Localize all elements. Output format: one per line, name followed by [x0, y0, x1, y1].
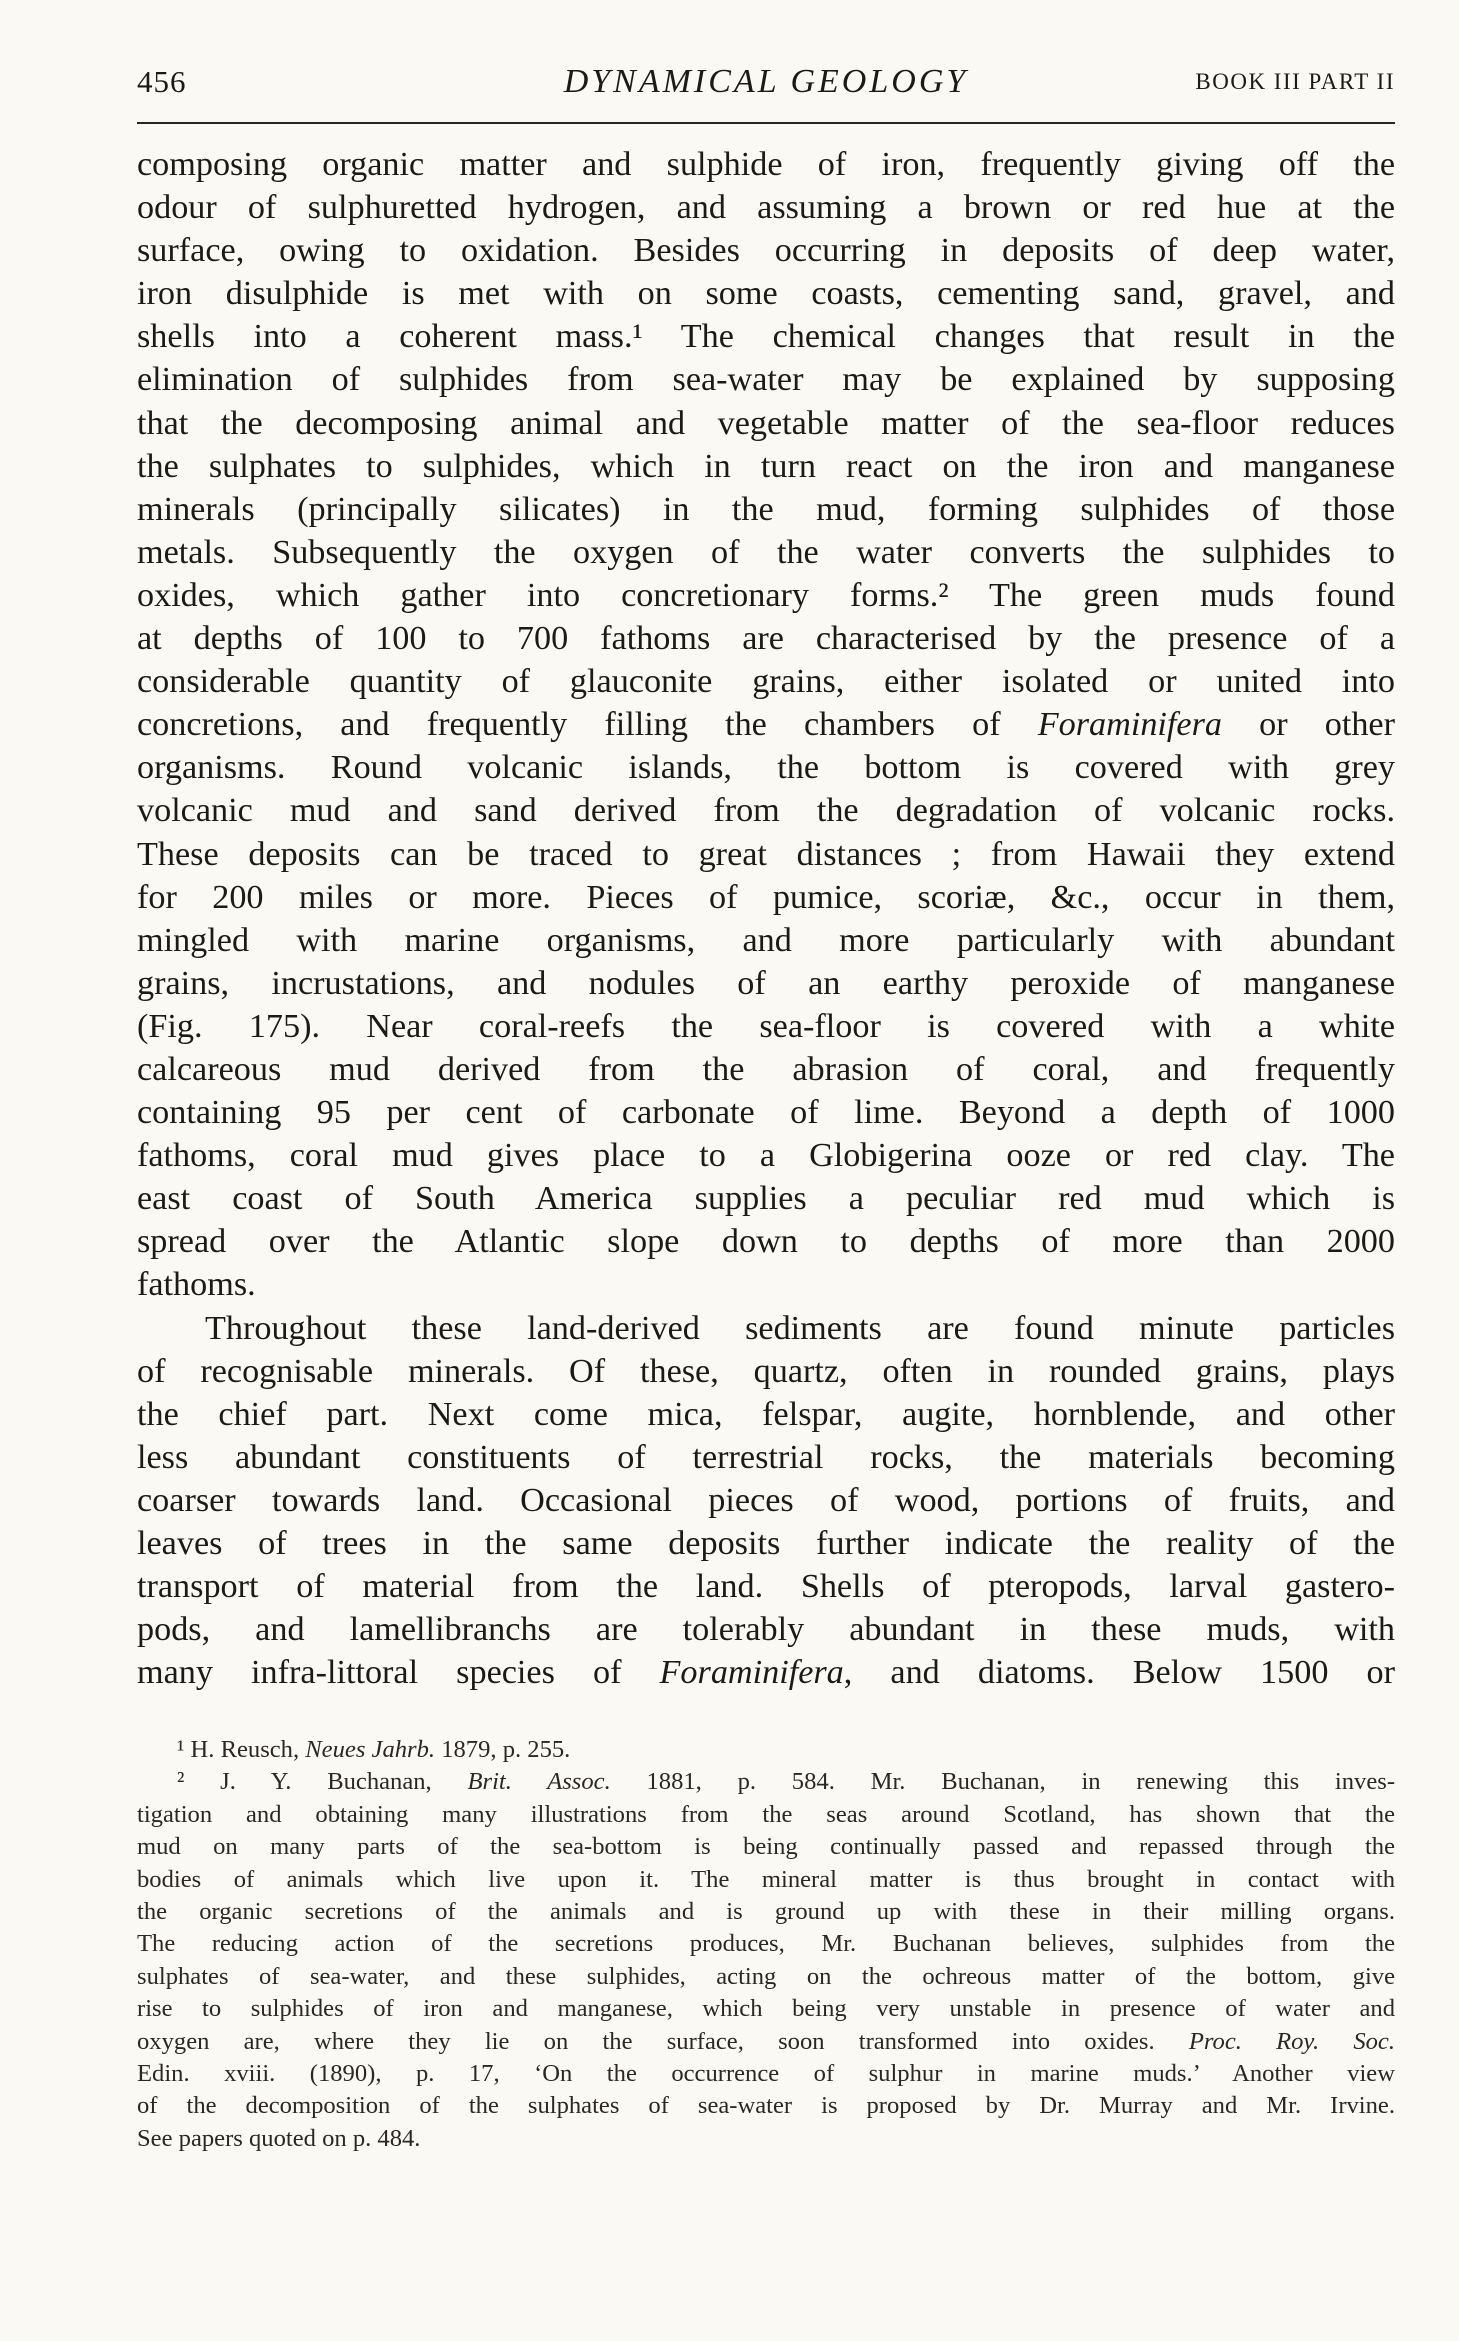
book-section: BOOK III PART II	[1195, 69, 1395, 94]
body-line: organisms. Round volcanic islands, the bottom is covered with grey	[137, 749, 1395, 787]
footnote-line: bodies of animals which live upon it. The mineral matter is thus brought in contact with	[137, 1865, 1395, 1893]
page-number: 456	[137, 64, 187, 99]
body-line: leaves of trees in the same deposits further indicate the reality of the	[137, 1525, 1395, 1562]
footnote-line: See papers quoted on p. 484.	[137, 2124, 421, 2152]
body-line: calcareous mud derived from the abrasion of coral, and frequently	[137, 1050, 1395, 1088]
footnote-line: tigation and obtaining many illustrations from the seas around Scotland, has shown that the	[137, 1800, 1395, 1828]
body-line: fathoms, coral mud gives place to a Globigerina ooze or red clay. The	[137, 1137, 1395, 1175]
body-line: concretions, and frequently filling the chambers of Foraminifera or other	[137, 706, 1395, 744]
body-line: metals. Subsequently the oxygen of the water converts the sulphides to	[137, 533, 1395, 571]
body-line: volcanic mud and sand derived from the degradation of volcanic rocks.	[137, 792, 1395, 830]
body-line: surface, owing to oxidation. Besides occurring in deposits of deep water,	[137, 232, 1395, 270]
footnote-line: the organic secretions of the animals and is ground up with these in their milling organs.	[137, 1898, 1395, 1926]
footnote-line: The reducing action of the secretions produces, Mr. Buchanan believes, sulphides from the	[137, 1930, 1395, 1958]
body-line: at depths of 100 to 700 fathoms are characterised by the presence of a	[137, 620, 1395, 658]
body-line: shells into a coherent mass.¹ The chemical changes that result in the	[137, 318, 1395, 356]
body-line: the sulphates to sulphides, which in turn react on the iron and manganese	[137, 447, 1395, 485]
footnote-line: ¹ H. Reusch, Neues Jahrb. 1879, p. 255.	[177, 1736, 571, 1763]
body-line: composing organic matter and sulphide of iron, frequently giving off the	[137, 146, 1395, 183]
footnote-line: oxygen are, where they lie on the surface, soon transformed into oxides. Proc. Roy. Soc.	[137, 2027, 1395, 2055]
body-line: less abundant constituents of terrestrial rocks, the materials becoming	[137, 1438, 1395, 1476]
footnotes	[137, 1734, 1395, 2155]
body-line: many infra-littoral species of Foraminifera, and diatoms. Below 1500 or	[137, 1654, 1395, 1692]
footnote-line: mud on many parts of the sea-bottom is being continually passed and repassed through the	[137, 1833, 1395, 1861]
body-line: considerable quantity of glauconite grains, either isolated or united into	[137, 663, 1395, 701]
body-line: for 200 miles or more. Pieces of pumice, scoriæ, &c., occur in them,	[137, 878, 1395, 916]
body-line: odour of sulphuretted hydrogen, and assuming a brown or red hue at the	[137, 189, 1395, 227]
body-line: containing 95 per cent of carbonate of lime. Beyond a depth of 1000	[137, 1094, 1395, 1132]
body-line: minerals (principally silicates) in the mud, forming sulphides of those	[137, 490, 1395, 528]
body-line: fathoms.	[137, 1266, 256, 1304]
footnote-line: rise to sulphides of iron and manganese, which being very unstable in presence of water and	[137, 1995, 1395, 2023]
running-header	[137, 58, 1395, 106]
body-line: (Fig. 175). Near coral-reefs the sea-floor is covered with a white	[137, 1007, 1395, 1045]
header-rule	[137, 122, 1395, 124]
body-line: elimination of sulphides from sea-water may be explained by supposing	[137, 361, 1395, 399]
body-line: grains, incrustations, and nodules of an earthy peroxide of manganese	[137, 964, 1395, 1002]
footnote-line: Edin. xviii. (1890), p. 17, ‘On the occurrence of sulphur in marine muds.’ Another view	[137, 2060, 1395, 2088]
footnote-line: ² J. Y. Buchanan, Brit. Assoc. 1881, p. 584. Mr. Buchanan, in renewing this inves-	[177, 1768, 1396, 1796]
body-line: of recognisable minerals. Of these, quartz, often in rounded grains, plays	[137, 1352, 1395, 1390]
footnote-line: sulphates of sea-water, and these sulphides, acting on the ochreous matter of the bottom, give	[137, 1962, 1395, 1990]
body-text	[137, 143, 1395, 1694]
footnote-line: of the decomposition of the sulphates of sea-water is proposed by Dr. Murray and Mr. Irvine.	[137, 2092, 1395, 2120]
body-line: spread over the Atlantic slope down to depths of more than 2000	[137, 1223, 1395, 1261]
body-line: the chief part. Next come mica, felspar, augite, hornblende, and other	[137, 1395, 1395, 1433]
body-line: that the decomposing animal and vegetable matter of the sea-floor reduces	[137, 404, 1395, 442]
body-line: transport of material from the land. Shells of pteropods, larval gastero-	[137, 1568, 1395, 1606]
body-line: coarser towards land. Occasional pieces of wood, portions of fruits, and	[137, 1481, 1395, 1519]
body-line: mingled with marine organisms, and more particularly with abundant	[137, 921, 1395, 959]
body-line: east coast of South America supplies a peculiar red mud which is	[137, 1180, 1395, 1218]
body-line: Throughout these land-derived sediments are found minute particles	[205, 1309, 1395, 1347]
body-line: These deposits can be traced to great distances ; from Hawaii they extend	[137, 835, 1395, 873]
running-title: DYNAMICAL GEOLOGY	[563, 63, 969, 100]
body-line: pods, and lamellibranchs are tolerably abundant in these muds, with	[137, 1611, 1395, 1649]
body-line: iron disulphide is met with on some coasts, cementing sand, gravel, and	[137, 275, 1395, 313]
body-line: oxides, which gather into concretionary forms.² The green muds found	[137, 576, 1395, 614]
